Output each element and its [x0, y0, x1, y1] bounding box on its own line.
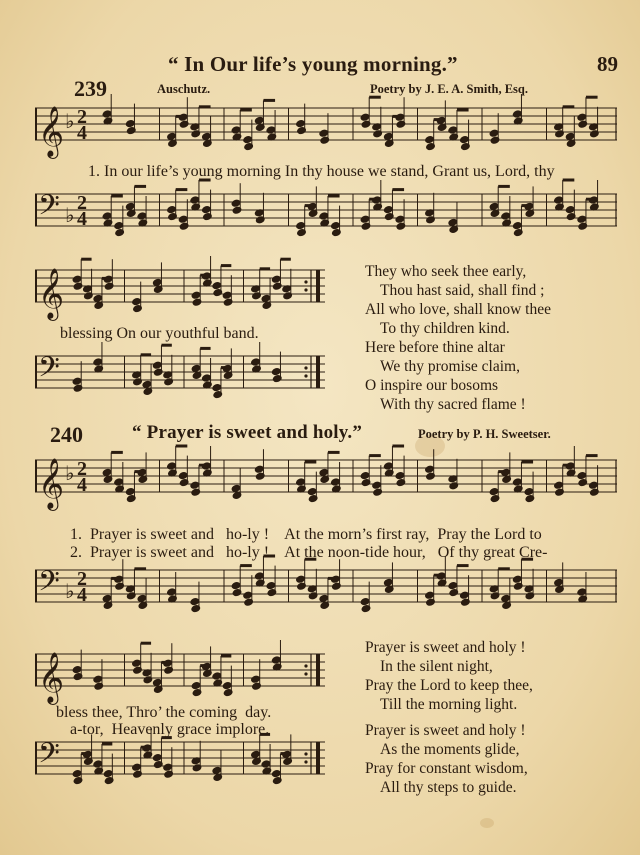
- note-head: [331, 228, 342, 238]
- hymn-239-poet: Poetry by J. E. A. Smith, Esq.: [370, 82, 529, 96]
- page-number: 89: [597, 52, 618, 76]
- note-head: [104, 281, 115, 291]
- note-head: [395, 221, 406, 231]
- staff-240-treble-1: [35, 452, 617, 512]
- note-head: [212, 390, 223, 400]
- hymn-240-verse-4: [365, 721, 528, 797]
- repeat-dot: [304, 280, 307, 283]
- note-head: [524, 494, 535, 504]
- verse-line: Till the morning light.: [380, 696, 518, 713]
- note-head: [372, 129, 383, 139]
- time-signature-top: 2: [77, 106, 87, 128]
- note-head: [163, 769, 174, 779]
- note-head: [163, 377, 174, 387]
- note-head: [255, 215, 266, 225]
- note-head: [395, 119, 406, 129]
- flat-icon: ♭: [65, 111, 75, 133]
- running-title: “ In Our life’s young morning.”: [168, 52, 458, 76]
- time-signature-top: 2: [77, 192, 87, 214]
- bass-clef-icon: 𝄢: [38, 565, 60, 605]
- repeat-dot: [304, 760, 307, 763]
- note-head: [361, 221, 372, 231]
- verse-line: All who love, shall know thee: [365, 301, 551, 318]
- staff-240-bass-1: [35, 566, 617, 616]
- flat-icon: ♭: [65, 463, 75, 485]
- note-head: [73, 776, 84, 786]
- repeat-dot: [304, 374, 307, 377]
- note-head: [167, 212, 178, 222]
- hymn-240-poet: Poetry by P. H. Sweetser.: [418, 427, 551, 441]
- note-head: [192, 763, 203, 773]
- note-head: [425, 471, 436, 481]
- note-head: [179, 221, 190, 231]
- staff-239-bass-2: [35, 352, 325, 402]
- note-head: [513, 228, 524, 238]
- verse-line: Prayer is sweet and holy !: [365, 722, 526, 739]
- note-head: [126, 494, 137, 504]
- flat-icon: ♭: [65, 581, 75, 603]
- note-head: [132, 665, 143, 675]
- hymn-240-lyric-line-3: bless thee, Thro’ the coming day.: [56, 704, 272, 721]
- note-head: [73, 281, 84, 291]
- note-head: [272, 374, 283, 384]
- verse-line: Pray the Lord to keep thee,: [365, 677, 533, 694]
- verse-line: In the silent night,: [380, 658, 493, 675]
- note-head: [114, 581, 125, 591]
- note-head: [308, 494, 319, 504]
- note-head: [126, 591, 137, 601]
- note-head: [308, 591, 319, 601]
- bass-clef-icon: 𝄢: [38, 351, 60, 391]
- verse-line: They who seek thee early,: [365, 263, 527, 280]
- note-head: [114, 228, 125, 238]
- time-signature-bottom: 4: [77, 208, 87, 230]
- verse-line: We thy promise claim,: [380, 358, 520, 375]
- note-head: [372, 487, 383, 497]
- note-head: [524, 591, 535, 601]
- verse-line: To thy children kind.: [380, 320, 510, 337]
- note-head: [296, 126, 307, 136]
- note-head: [153, 760, 164, 770]
- note-head: [448, 481, 459, 491]
- note-head: [190, 129, 201, 139]
- note-head: [490, 135, 501, 145]
- note-head: [577, 119, 588, 129]
- note-head: [142, 675, 153, 685]
- verse-line: O inspire our bosoms: [365, 377, 499, 394]
- note-head: [272, 281, 283, 291]
- note-head: [232, 588, 243, 598]
- note-head: [243, 142, 254, 152]
- note-head: [251, 681, 262, 691]
- staff-239-treble-2: [35, 262, 325, 322]
- paper-stain: [480, 818, 494, 828]
- hymn-240-number: 240: [50, 422, 83, 447]
- note-head: [384, 212, 395, 222]
- note-head: [212, 288, 223, 298]
- note-head: [490, 591, 501, 601]
- note-head: [296, 581, 307, 591]
- staff-240-treble-2: [35, 646, 325, 706]
- hymn-239-number: 239: [74, 76, 107, 101]
- note-head: [361, 478, 372, 488]
- note-head: [577, 478, 588, 488]
- note-head: [179, 478, 190, 488]
- hymn-239-lyric-line-2: blessing On our youthful band.: [60, 325, 259, 342]
- treble-clef-icon: 𝄞: [38, 652, 65, 703]
- note-head: [243, 597, 254, 607]
- staff-240-bass-2: [35, 738, 325, 788]
- note-head: [589, 487, 600, 497]
- note-head: [395, 478, 406, 488]
- note-head: [104, 776, 115, 786]
- repeat-dot: [304, 288, 307, 291]
- treble-clef-icon: 𝄞: [38, 106, 65, 157]
- note-head: [554, 487, 565, 497]
- note-head: [73, 383, 84, 393]
- time-signature-bottom: 4: [77, 122, 87, 144]
- note-head: [425, 215, 436, 225]
- note-head: [73, 672, 84, 682]
- note-head: [272, 776, 283, 786]
- note-head: [425, 142, 436, 152]
- note-head: [460, 597, 471, 607]
- note-head: [448, 588, 459, 598]
- note-head: [577, 221, 588, 231]
- bass-clef-icon: 𝄢: [38, 189, 60, 229]
- note-head: [331, 581, 342, 591]
- hymn-239-lyric-line-1: 1. In our life’s young morning In thy house we stand, Grant us, Lord, thy: [88, 163, 555, 180]
- bass-clef-icon: 𝄢: [38, 737, 60, 777]
- note-head: [319, 135, 330, 145]
- repeat-dot: [304, 366, 307, 369]
- note-head: [361, 119, 372, 129]
- verse-line: Pray for constant wisdom,: [365, 760, 528, 777]
- note-head: [190, 604, 201, 614]
- note-head: [179, 119, 190, 129]
- time-signature-bottom: 4: [77, 474, 87, 496]
- hymn-240-lyric-verse-2: 2. Prayer is sweet and ho-ly ! At the noon-tide hour, Of thy great Cre-: [70, 544, 548, 561]
- note-head: [163, 665, 174, 675]
- note-head: [589, 129, 600, 139]
- hymn-240-lyric-line-4: a-tor, Heavenly grace implore.: [70, 721, 270, 738]
- note-head: [251, 291, 262, 301]
- note-head: [202, 212, 213, 222]
- note-head: [93, 681, 104, 691]
- hymn-239-verse-2: [365, 262, 551, 338]
- note-head: [192, 297, 203, 307]
- hymn-240-title: “ Prayer is sweet and holy.”: [132, 422, 363, 443]
- hymn-239-tune: Auschutz.: [157, 82, 211, 96]
- note-head: [83, 291, 94, 301]
- time-signature-bottom: 4: [77, 584, 87, 606]
- treble-clef-icon: 𝄞: [38, 458, 65, 509]
- note-head: [460, 142, 471, 152]
- note-head: [153, 367, 164, 377]
- repeat-dot: [304, 672, 307, 675]
- note-head: [425, 597, 436, 607]
- verse-line: With thy sacred flame !: [380, 396, 526, 413]
- note-head: [296, 228, 307, 238]
- note-head: [554, 129, 565, 139]
- note-head: [255, 471, 266, 481]
- note-head: [126, 126, 137, 136]
- flat-icon: ♭: [65, 205, 75, 227]
- treble-clef-icon: 𝄞: [38, 268, 65, 319]
- note-head: [232, 205, 243, 215]
- note-head: [361, 604, 372, 614]
- note-head: [266, 588, 277, 598]
- verse-line: Here before thine altar: [365, 339, 505, 356]
- note-head: [223, 688, 234, 698]
- staff-239-treble-1: [35, 100, 617, 160]
- note-head: [513, 581, 524, 591]
- note-head: [566, 212, 577, 222]
- time-signature-top: 2: [77, 458, 87, 480]
- note-head: [223, 297, 234, 307]
- hymn-240-verse-3: [365, 638, 533, 714]
- repeat-dot: [304, 664, 307, 667]
- verse-line: Thou hast said, shall find ;: [380, 282, 545, 299]
- time-signature-top: 2: [77, 568, 87, 590]
- verse-line: Prayer is sweet and holy !: [365, 639, 526, 656]
- note-head: [192, 688, 203, 698]
- note-head: [132, 377, 143, 387]
- hymn-239-verse-3: [365, 338, 526, 414]
- hymn-240-lyric-verse-1: 1. Prayer is sweet and ho-ly ! At the morn’s first ray, Pray the Lord to: [70, 526, 542, 543]
- note-head: [490, 494, 501, 504]
- repeat-dot: [304, 752, 307, 755]
- verse-line: All thy steps to guide.: [380, 779, 517, 796]
- note-head: [282, 291, 293, 301]
- note-head: [132, 769, 143, 779]
- note-head: [190, 487, 201, 497]
- note-head: [132, 304, 143, 314]
- verse-line: As the moments glide,: [380, 741, 520, 758]
- staff-239-bass-1: [35, 190, 617, 240]
